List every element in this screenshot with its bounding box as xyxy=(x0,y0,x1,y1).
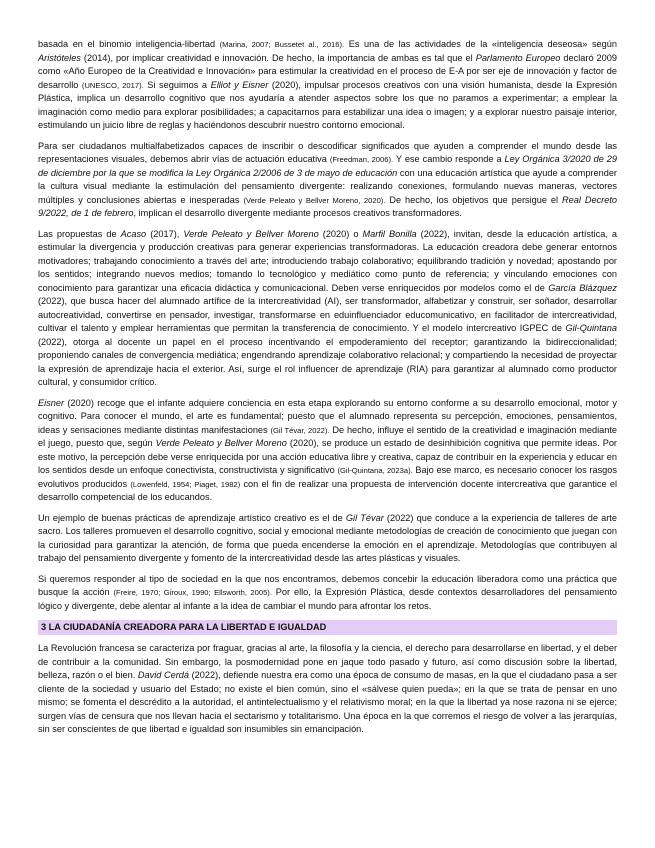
text: Bajo ese marco, es necesario conocer los rasgos evolutivos producidos xyxy=(38,465,617,489)
citation: (Gil-Quintana, 2023a). xyxy=(337,466,413,475)
citation: (Gil Tévar, 2022). xyxy=(270,425,330,435)
citation: (Freire, 1970; Giroux, 1990; Ellsworth, 2005). xyxy=(113,588,272,597)
paragraph-7 xyxy=(38,642,617,737)
text: (2022) que conduce a la experiencia de talleres de arte sacro. Los talleres promueven el desarrollo cognitivo, social y emocional mediante metodologías de creación de conocimiento que juegan con la curiosidad para garantizar la atención, de forma que pueda encenderse la emoción en el aprendizaje. Metodologías que contribuyen al trabajo del pensamiento divergente y fomento de la intercreatividad desde las artes plásticas y visuales. xyxy=(38,512,617,563)
text: La Revolución francesa se caracteriza por fraguar, gracias al arte, la filosofía y la ciencia, el derecho para desarrollarse en libertad, y el deber de contribuir a la comunidad. Sin embargo, la posmodernidad pone en jaque todo pasado y futuro, así como discusión sobre la libertad, belleza, razón o el bien. xyxy=(38,643,617,680)
law-title: Ley Orgánica 3/2020 de 29 de diciembre por la que se modifica la Ley Orgánica 2/2006 de 3 de mayo de educación xyxy=(38,154,617,178)
citation: (Freedman, 2006). xyxy=(329,155,394,164)
text: basada en el binomio inteligencia-libertad xyxy=(38,39,216,49)
text: (2022), invitan, desde la educación artística, a estimular la divergencia y producción creativas para generar experiencias transformadoras. La educación creadora debe generar entornos motivadores; trabajando conocimiento a través del arte; introduciendo trabajo colaborativo; equilibrando tradición y novedad; apostando por los sentidos; integrando nuevos medios; tomando lo tecnológico y mediático como punto de referencia; y vinculando emociones con conocimiento para garantizar una eficacia didáctica y comunicacional. Deben verse enriquecidos por modelos como el de xyxy=(38,228,618,293)
paragraph-6 xyxy=(38,573,617,614)
author-name: Aristóteles xyxy=(38,52,81,63)
section-heading: 3 LA CIUDADANÍA CREADORA PARA LA LIBERTAD E IGUALDAD xyxy=(38,620,617,635)
text: Y ese cambio responde a xyxy=(393,154,505,164)
author-name: Elliot y Eisner xyxy=(210,79,269,90)
text: De hecho, los objetivos que persigue el xyxy=(385,194,562,205)
text: con el fin de realizar una propuesta de intervención docente intercreativa que garantice el desarrollo competencial de los educandos. xyxy=(38,478,618,502)
text: (2022), defiende nuestra era como una época de consumo de masas, en la que el ciudadano pasa a ser cliente de la sociedad y usuario del Estado; no existe el bien común, sino el «sálvese quien pueda»; en la que se trata de pensar en uno mismo; se fomenta el descrédito a la autoridad, el antintelectualismo y el relativismo moral; en la que la libertad ya nose razona ni se ejerce; surgen vías de censura que nos llevan hacia el sectarismo y totalitarismo. Una época en la que corremos el riesgo de volver a las jerarquías, sin ser conscientes de que libertad e igualdad son insumibles sin emancipación. xyxy=(38,670,617,734)
text: , implican el desarrollo divergente mediante procesos creativos transformadores. xyxy=(133,208,462,218)
text: Un ejemplo de buenas prácticas de aprendizaje artístico creativo es el de xyxy=(38,512,346,523)
author-name: Gil-Quintana xyxy=(565,323,617,333)
author-name: Marfil Bonilla xyxy=(362,228,417,239)
text: (2022), que busca hacer del alumnado artífice de la intercreatividad (AI), ser transformador, alfabetizar y construir, ser soñador, desarrollar autocreatividad, convertirse en pensador, investigar, transformarse en eduinfluenciador educomunicativo, en facilitador de intercreatividad, cultivar el talento y emplear herramientas que permitan la transferencia de conocimiento. Y el modelo intercreativo IGPEC de xyxy=(38,296,617,333)
text: Las propuestas de xyxy=(38,228,121,239)
text: (2020) o xyxy=(318,228,363,239)
paragraph-5 xyxy=(38,512,617,566)
paragraph-3 xyxy=(38,228,617,390)
text: (2022), otorga al docente un papel en el proceso incentivando el empoderamiento del receptor; garantizando la bidireccionalidad; proponiendo canales de convergencia mediática; engendrando aprendizaje colaborativo relacional; y compartiendo la necesidad de proyectar la expresión de aprendizaje hacia el exterior. Así, surge el rol influencer de aprendizaje (RIA) para garantizar al alumnado como productor cultural, y consumidor crítico. xyxy=(38,336,617,387)
institution-name: Parlamento Europeo xyxy=(475,52,561,63)
text: Si seguimos a xyxy=(143,79,211,90)
text: (2020), se produce un estado de desinhibición cognitiva que permite ideas. Por este motivo, la percepción debe verse enriquecida por una acción educativa libre y creativa, capaz de contribuir en la experiencia y educar en los sentidos desde un enfoque conectivista, constructivista y significativo xyxy=(38,438,617,475)
text: Para ser ciudadanos multialfabetizados capaces de inscribir o descodificar significados que ayuden a comprender el mundo desde las representaciones visuales, debemos abrir vías de actuación educativa xyxy=(38,140,617,164)
citation: (Marina, 2007; Bussetet al., 2016). xyxy=(219,40,345,49)
paragraph-2 xyxy=(38,140,617,221)
citation: (UNESCO, 2017). xyxy=(81,80,144,90)
text: Es una de las actividades de la «inteligencia deseosa» según xyxy=(344,39,617,49)
text: Si queremos responder al tipo de sociedad en la que nos encontramos, debemos concebir la educación liberadora como una práctica que busque la acción xyxy=(38,573,617,597)
paragraph-1 xyxy=(38,38,617,133)
text: (2014), por implicar creatividad e innovación. De hecho, la importancia de ambas es tal que el xyxy=(80,52,476,63)
author-name: Gil Tévar xyxy=(345,512,384,523)
decree-title: Real Decreto 9/2022, de 1 de febrero xyxy=(38,194,618,218)
author-name: García Blázquez xyxy=(548,282,617,293)
text: Por ello, la Expresión Plástica, desde contextos desarrolladores del pensamiento lógico y divergente, debe alentar al infante a la idea de cambiar el mundo para afrontar los retos. xyxy=(38,587,617,611)
text: declaró 2009 como «Año Europeo de la Creatividad e Innovación» para estimular la creatividad en el proceso de E-A por ser eje de innovación y factor de desarrollo xyxy=(38,52,618,90)
citation: (Lowenfeld, 1954; Piaget, 1982) xyxy=(130,479,241,489)
document-page xyxy=(38,38,617,744)
text: con una educación artística que ayude a comprender la cultura visual mediante la estimulación del pensamiento divergente: realizando conexiones, formulando nuevas maneras, vectores múltiples y conclusiones abiertas e inesperadas xyxy=(38,167,617,205)
author-name: Eisner xyxy=(38,397,65,408)
text: De hecho, influye el sentido de la creatividad e imaginación mediante el juego, puesto que, según xyxy=(38,424,617,448)
citation: (Verde Peleato y Bellver Moreno, 2020). xyxy=(243,195,386,205)
text: (2020), impulsar procesos creativos con una visión humanista, desde la Expresión Plástica, implica un desarrollo cognitivo que nos ayudaría a atender aspectos sobre los que no paramos a experimentar; a emplear la imaginación como medio para explorar posibilidades; a capacitarnos para estabilizar una idea o imagen; y a explorar nuestro paisaje interior, estimulando un juicio libre de reglas y haciéndonos descubrir nuestro contorno emocional. xyxy=(38,79,618,130)
text: (2020) recoge que el infante adquiere conciencia en esta etapa explorando su entorno conforme a su desarrollo emocional, motor y cognitivo. Para conocer el mundo, el arte es fundamental; puesto que el alumnado representa su percepción, emociones, pensamientos, ideas y sensaciones mediante distintas manifestaciones xyxy=(38,397,617,435)
author-name: Acaso xyxy=(120,228,147,239)
author-name: David Cerdá xyxy=(137,670,189,680)
text: (2017), xyxy=(146,228,184,239)
paragraph-4 xyxy=(38,397,617,505)
author-name: Verde Peleato y Bellver Moreno xyxy=(183,228,319,239)
author-name: Verde Peleato y Bellver Moreno xyxy=(155,438,287,448)
